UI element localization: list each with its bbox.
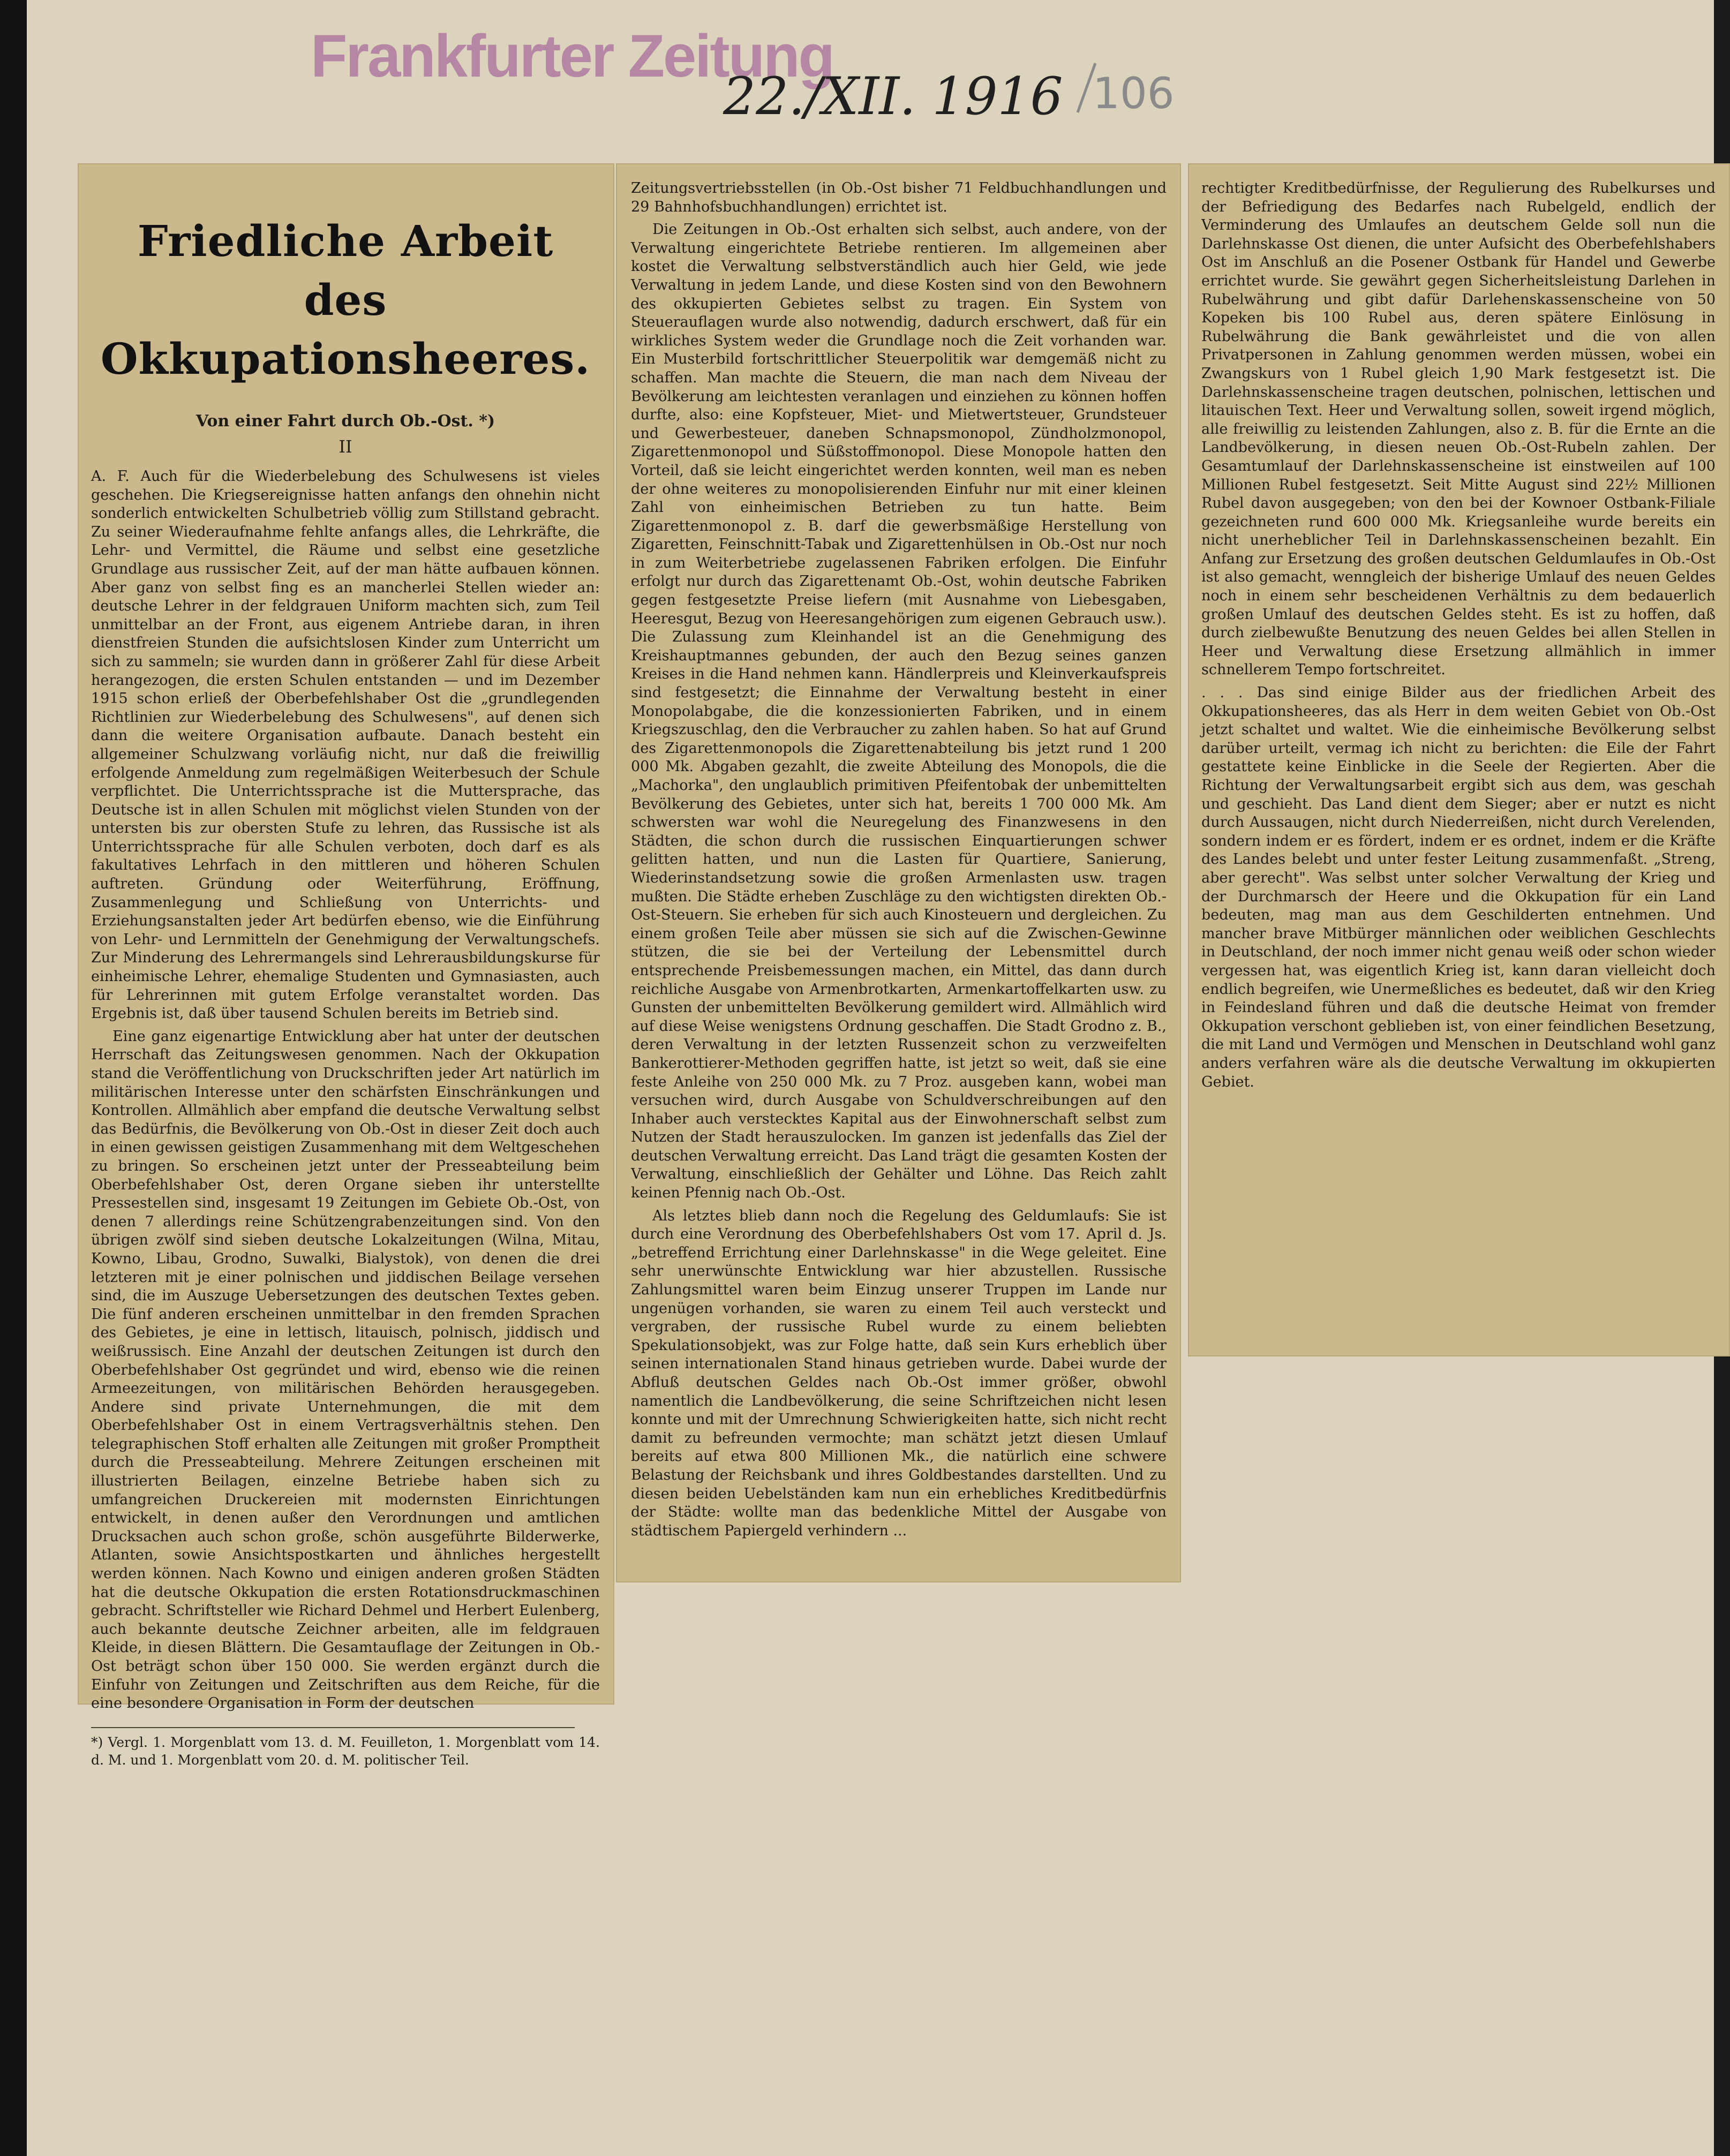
archive-sheet — [27, 0, 1714, 2156]
paragraph: A. F. Auch für die Wiederbelebung des Schulwesens ist vieles geschehen. Die Kriegsereignisse hatten anfangs den ohnehin nicht sonderlich entwickelten Schulbetrieb völlig zum Stillstand gebracht. Zu seiner Wiederaufnahme fehlte anfangs alles, die Lehrkräfte, die Lehr- und Vermittel, die Räume und selbst eine gesetzliche Grundlage aus russischer Zeit, auf der man hätte aufbauen können. Aber ganz von selbst fing es an mancherlei Stellen wieder an: deutsche Lehrer in der feldgrauen Uniform machten sich, zum Teil unmittelbar an der Front, aus eigenem Antriebe daran, in ihren dienstfreien Stunden die aufsichtslosen Kinder zum Unterricht um sich zu sammeln; sie wurden dann in größerer Zahl für diese Arbeit herangezogen, die ersten Schulen entstanden — und im Dezember 1915 schon erließ der Oberbefehlshaber Ost die „grundlegenden Richtlinien zur Wiederbelebung des Schulwesens", auf denen sich dann die weitere Organisation aufbaute. Danach besteht ein allgemeiner Schulzwang vorläufig nicht, nur daß die freiwillig erfolgende Anmeldung zum regelmäßigen Weiterbesuch der Schule verpflichtet. Die Unterrichtssprache ist die Muttersprache, das Deutsche ist in allen Schulen mit möglichst vielen Stunden von der untersten bis zur obersten Stufe zu lehren, das Russische ist als Unterrichtssprache für alle Schulen verboten, doch darf es als fakultatives Lehrfach in den mittleren und höheren Schulen auftreten. Gründung oder Weiterführung, Eröffnung, Zusammenlegung und Schließung von Unterrichts- und Erziehungsanstalten jeder Art bedürfen ebenso, wie die Einführung von Lehr- und Lernmitteln der Genehmigung der Verwaltungschefs. Zur Minderung des Lehrermangels sind Lehrerausbildungskurse für einheimische Lehrer, ehemalige Studenten und Gymnasiasten, auch für Lehrerinnen mit gutem Erfolge veranstaltet worden. Das Ergebnis ist, daß über tausend Schulen bereits im Betrieb sind. — [91, 468, 600, 1022]
clipping-column-2 — [616, 163, 1181, 1582]
clipping-column-3 — [1188, 163, 1730, 1356]
paragraph: . . . Das sind einige Bilder aus der friedlichen Arbeit des Okkupationsheeres, das als Herr in dem weiten Gebiet von Ob.-Ost jetzt schaltet und waltet. Wie die einheimische Bevölkerung selbst darüber urteilt, vermag ich nicht zu berichten: die Eile der Fahrt gestattete keine Einblicke in die Seele der Regierten. Aber die Richtung der Verwaltungsarbeit ergibt sich aus dem, was geschah und geschieht. Das Land dient dem Sieger; aber er nutzt es nicht durch Aussaugen, nicht durch Niederreißen, nicht durch Verelenden, sondern indem er es fördert, indem er es ordnet, indem er die Kräfte des Landes belebt und unter fester Leitung zusammenfaßt. „Streng, aber gerecht". Was selbst unter solcher Verwaltung der Krieg und der Durchmarsch der Heere und die Okkupation für ein Land bedeuten, mag man aus dem Geschilderten entnehmen. Und mancher brave Mitbürger männlichen oder weiblichen Geschlechts in Deutschland, der noch immer nicht genau weiß oder schon wieder vergessen hat, was eigentlich Krieg ist, kann daran vielleicht doch endlich begreifen, wie Unermeßliches es bedeutet, daß wir den Krieg in Feindesland führen und daß die deutsche Heimat von fremder Okkupation verschont geblieben ist, von einer feindlichen Besetzung, die mit Land und Vermögen und Menschen in Deutschland wohl ganz anders verfahren wäre als die deutsche Verwaltung im okkupierten Gebiet. — [1201, 684, 1716, 1090]
subheadline: Von einer Fahrt durch Ob.-Ost. *) — [195, 412, 495, 431]
article-column-1 — [91, 190, 600, 1773]
page-number: 106 — [1093, 69, 1175, 118]
footnote-divider — [91, 1727, 575, 1728]
paragraph: Zeitungsvertriebsstellen (in Ob.-Ost bisher 71 Feldbuchhandlungen und 29 Bahnhofsbuchhandlungen) errichtet ist. — [631, 180, 1167, 215]
handwritten-date: 22./XII. 1916 — [723, 66, 1063, 126]
headline-line-2: des Okkupationsheeres. — [100, 275, 591, 384]
paragraph: Eine ganz eigenartige Entwicklung aber hat unter der deutschen Herrschaft das Zeitungswesen genommen. Nach der Okkupation stand die Veröffentlichung von Druckschriften jeder Art natürlich im militärischen Interesse unter den schärfsten Einschränkungen und Kontrollen. Allmählich aber empfand die deutsche Verwaltung selbst das Bedürfnis, die Bevölkerung von Ob.-Ost in dieser Zeit doch auch in einen gewissen geistigen Zusammenhang mit dem Weltgeschehen zu bringen. So erscheinen jetzt unter der Presseabteilung beim Oberbefehlshaber Ost, deren Organe sieben ihr unterstellte Pressestellen sind, insgesamt 19 Zeitungen im Gebiete Ob.-Ost, von denen 7 allerdings reine Schützengrabenzeitungen sind. Von den übrigen zwölf sind sieben deutsche Lokalzeitungen (Wilna, Mitau, Kowno, Libau, Grodno, Suwalki, Bialystok), von denen die drei letzteren mit je einer polnischen und jiddischen Beilage versehen sind, die im Auszuge Uebersetzungen des deutschen Textes geben. Die fünf anderen erscheinen unmittelbar in den fremden Sprachen des Gebietes, je eine in lettisch, litauisch, polnisch, jiddisch und weißrussisch. Eine Anzahl der deutschen Zeitungen ist durch den Oberbefehlshaber Ost gegründet und wird, ebenso wie die reinen Armeezeitungen, von militärischen Behörden herausgegeben. Andere sind private Unternehmungen, die mit dem Oberbefehlshaber Ost in einem Vertragsverhältnis stehen. Den telegraphischen Stoff erhalten alle Zeitungen mit großer Promptheit durch die Presseabteilung. Mehrere Zeitungen erscheinen mit illustrierten Beilagen, einzelne Betriebe haben sich zu umfangreichen Druckereien mit modernsten Einrichtungen entwickelt, in denen außer den Verordnungen und amtlichen Drucksachen auch schon große, schön ausgeführte Bilderwerke, Atlanten, sowie Ansichtspostkarten und ähnliches hergestellt werden können. Nach Kowno und einigen anderen großen Städten hat die deutsche Okkupation die ersten Rotationsdruckmaschinen gebracht. Schriftsteller wie Richard Dehmel und Herbert Eulenberg, auch bekannte deutsche Zeichner arbeiten, alle im feldgrauen Kleide, in diesen Blättern. Die Gesamtauflage der Zeitungen in Ob.-Ost beträgt schon über 150 000. Sie werden ergänzt durch die Einfuhr von Zeitungen und Zeitschriften aus dem Reiche, für die eine besondere Organisation in Form der deutschen — [91, 1028, 600, 1712]
part-number: II — [339, 436, 352, 457]
article-column-3 — [1201, 179, 1716, 1096]
article-column-2 — [631, 179, 1167, 1544]
newspaper-stamp: Frankfurter Zeitung — [311, 22, 833, 89]
scan-border — [0, 0, 27, 2156]
paragraph: Als letztes blieb dann noch die Regelung des Geldumlaufs: Sie ist durch eine Verordnung des Oberbefehlshabers Ost vom 17. April d. Js. „betreffend Errichtung einer Darlehnskasse" in die Wege geleitet. Eine sehr unerwünschte Entwicklung war hier abzustellen. Russische Zahlungsmittel waren beim Einzug unserer Truppen im Lande nur ungenügen vorhanden, sie waren zu einem Teil auch versteckt und vergraben, der russische Rubel wurde zu einem beliebten Spekulationsobjekt, was zur Folge hatte, daß sein Kurs erheblich über seinen internationalen Stand hinaus getrieben wurde. Dabei wurde der Abfluß deutschen Geldes nach Ob.-Ost immer größer, obwohl namentlich die Landbevölkerung, die seine Schriftzeichen nicht lesen konnte und mit der Umrechnung Schwierigkeiten hatte, sich nicht recht damit zu befreunden vermochte; man schätzt jetzt diesen Umlauf bereits auf etwa 800 Millionen Mk., die natürlich eine schwere Belastung der Reichsbank und ihres Goldbestandes darstellten. Und zu diesen beiden Uebelständen kam nun ein erhebliches Kreditbedürfnis der Städte: wollte man das bedenkliche Mittel der Ausgabe von städtischem Papiergeld verhindern ... — [631, 1207, 1167, 1539]
paragraph: rechtigter Kreditbedürfnisse, der Regulierung des Rubelkurses und der Befriedigung des Bedarfes nach Rubelgeld, endlich der Verminderung des Umlaufes an deutschem Gelde soll nun die Darlehnskasse Ost dienen, die unter Aufsicht des Oberbefehlshabers Ost im Anschluß an die Posener Ostbank für Handel und Gewerbe errichtet wurde. Sie gewährt gegen Sicherheitsleistung Darlehen in Rubelwährung und gibt dafür Darlehenskassenscheine von 50 Kopeken bis 100 Rubel aus, deren spätere Einlösung in Rubelwährung die Bank gewährleistet und die von allen Privatpersonen in Zahlung genommen werden müssen, wobei ein Zwangskurs von 1 Rubel gleich 1,90 Mark festgesetzt ist. Die Darlehnskassenscheine tragen deutschen, polnischen, lettischen und litauischen Text. Heer und Verwaltung sollen, soweit irgend möglich, alle freiwillig zu leistenden Zahlungen, also z. B. für die Ernte an die Landbevölkerung, in diesen neuen Ob.-Ost-Rubeln zahlen. Der Gesamtumlauf der Darlehnskassenscheine ist einstweilen auf 100 Millionen Rubel festgesetzt. Seit Mitte August sind 22½ Millionen Rubel davon ausgegeben; von den bei der Kownoer Ostbank-Filiale gezeichneten rund 600 000 Mk. Kriegsanleihe wurde bereits ein nicht unerheblicher Teil in Darlehnskassenscheinen bezahlt. Ein Anfang zur Ersetzung des großen deutschen Geldumlaufes in Ob.-Ost ist also gemacht, wenngleich der bisherige Umlauf des neuen Geldes noch in einem sehr bescheidenen Verhältnis zu dem bedauerlich großen Umlauf des deutschen Geldes steht. Es ist zu hoffen, daß durch zielbewußte Benutzung des neuen Geldes bei allen Stellen in Heer und Verwaltung diese Ersetzung allmählich in immer schnellerem Tempo fortschreitet. — [1201, 180, 1716, 679]
clipping-column-1 — [78, 163, 614, 1768]
headline-line-1: Friedliche Arbeit — [137, 216, 554, 266]
footnote: *) Vergl. 1. Morgenblatt vom 13. d. M. Feuilleton, 1. Morgenblatt vom 14. d. M. und 1. Morgenblatt vom 20. d. M. politischer Teil. — [91, 1734, 600, 1768]
paragraph: Die Zeitungen in Ob.-Ost erhalten sich selbst, auch andere, von der Verwaltung eingerichtete Betriebe rentieren. Im allgemeinen aber kostet die Verwaltung selbstverständlich auch hier Geld, wie jede Verwaltung in jedem Lande, und diese Kosten sind von den Bewohnern des okkupierten Gebietes selbst zu tragen. Ein System von Steuerauflagen wurde also notwendig, dadurch erschwert, daß für ein wirkliches System weder die Grundlage noch die Zeit vorhanden war. Ein Musterbild fortschrittlicher Steuerpolitik war demgemäß nicht zu schaffen. Man machte die Steuern, die man nach dem Niveau der Bevölkerung am leichtesten veranlagen und einziehen zu können hoffen durfte, also: eine Kopfsteuer, Miet- und Mietwertsteuer, Grundsteuer und Gewerbesteuer, daneben Schnapsmonopol, Zündholzmonopol, Zigarettenmonopol und Süßstoffmonopol. Diese Monopole hatten den Vorteil, daß sie leicht eingerichtet werden konnten, weil man es neben der ohne weiteres zu monopolisierenden Einfuhr nur mit einer kleinen Zahl von einheimischen Betrieben zu tun hatte. Beim Zigarettenmonopol z. B. darf die gewerbsmäßige Herstellung von Zigaretten, Feinschnitt-Tabak und Zigarettenhülsen in Ob.-Ost nur noch in zum Weiterbetriebe zugelassenen Fabriken erfolgen. Die Einfuhr erfolgt nur durch das Zigarettenamt Ob.-Ost, wohin deutsche Fabriken gegen festgesetzte Preise liefern (mit Ausnahme von Liebesgaben, Heeresgut, Bezug von Heeresangehörigen zum eigenen Gebrauch usw.). Die Zulassung zum Kleinhandel ist an die Genehmigung des Kreishauptmannes gebunden, der auch den Bezug seines ganzen Kreises in die Hand nehmen kann. Händlerpreis und Kleinverkaufspreis sind festgesetzt; die Einnahme der Verwaltung besteht in einer Monopolabgabe, die die konzessionierten Fabriken, und in einem Kriegszuschlag, den die Verbraucher zu zahlen haben. So hat auf Grund des Zigarettenmonopols die Zigarettenabteilung bis jetzt rund 1 200 000 Mk. Abgaben gezahlt, die zweite Abteilung des Monopols, die die „Machorka", den unglaublich primitiven Pfeifentobak der unbemittelten Bevölkerung des Gebietes, unter sich hat, bereits 1 700 000 Mk. Am schwersten war wohl die Neuregelung des Finanzwesens in den Städten, die schon durch die russischen Einquartierungen schwer gelitten hatten, und nun die Lasten für Quartiere, Sanierung, Wiederinstandsetzung sowie die großen Armenlasten usw. tragen mußten. Die Städte erheben Zuschläge zu den wichtigsten direkten Ob.-Ost-Steuern. Sie erheben für sich auch Kinosteuern und dergleichen. Zu einem großen Teile aber müssen sie sich auf die Zwischen-Gewinne stützen, die sie bei der Verteilung der Lebensmittel durch entsprechende Preisbemessungen machen, ein Mittel, das dann durch reichliche Ausgabe von Armenbrotkarten, Armenkartoffelkarten usw. zu Gunsten der unbemittelten Bevölkerung gemildert wird. Allmählich wird auf diese Weise wenigstens Ordnung geschaffen. Die Stadt Grodno z. B., deren Verwaltung in der letzten Russenzeit schon zu verzweifelten Bankerottierer-Methoden gegriffen hatte, ist jetzt so weit, daß sie eine feste Anleihe von 250 000 Mk. zu 7 Proz. ausgeben kann, wobei man versuchen wird, durch Ausgabe von Schuldverschreibungen auf den Inhaber auch verstecktes Kapital aus der Einwohnerschaft selbst zum Nutzen der Stadt herauszulocken. Im ganzen ist jedenfalls das Ziel der deutschen Verwaltung erreicht. Das Land trägt die gesamten Kosten der Verwaltung, einschließlich der Gehälter und Löhne. Das Reich zahlt keinen Pfennig nach Ob.-Ost. — [631, 221, 1167, 1202]
